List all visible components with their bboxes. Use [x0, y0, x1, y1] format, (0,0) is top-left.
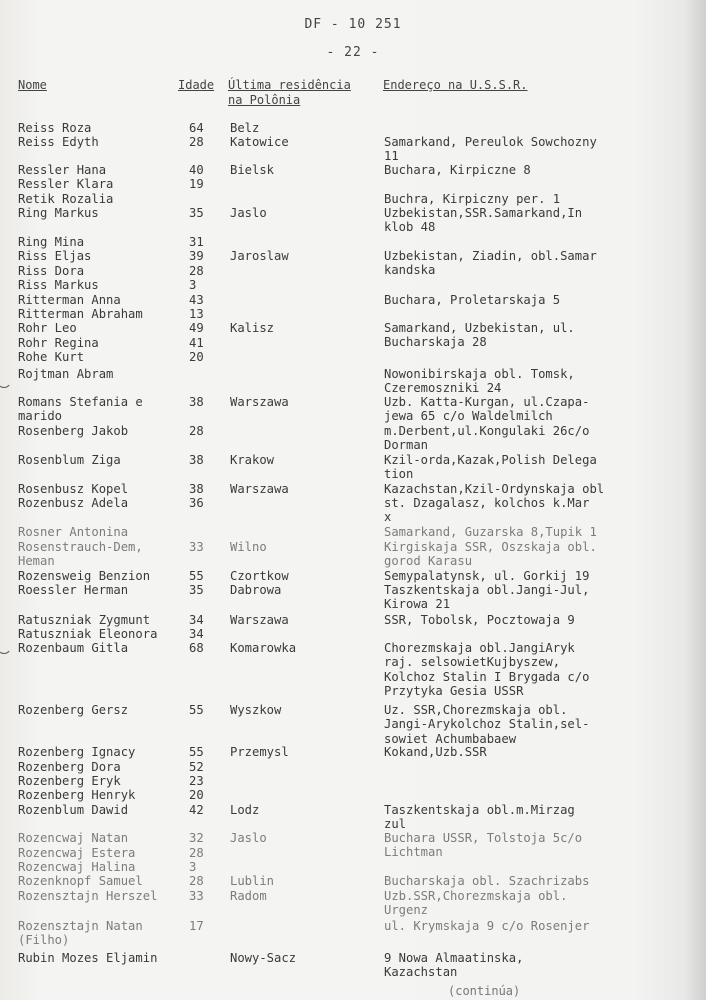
person-name: [18, 482, 183, 496]
ussr-address: [384, 163, 684, 177]
person-age: 33: [189, 540, 204, 554]
person-name-line: Rohr Regina: [18, 336, 99, 350]
person-age: 38: [189, 482, 204, 496]
person-name: [18, 496, 183, 510]
ussr-address-line: Uzbekistan, Ziadin, obl.Samar: [384, 249, 597, 263]
person-age: 55: [189, 703, 204, 717]
ussr-address: [384, 206, 684, 235]
person-name-line: Rozenblum Dawid: [18, 803, 129, 817]
person-name-line: Rozenberg Eryk: [18, 774, 121, 788]
ussr-address-line: klob 48: [384, 220, 436, 235]
person-name: [18, 177, 183, 191]
person-name: [18, 525, 183, 539]
person-name: [18, 395, 183, 424]
person-age: 52: [189, 760, 204, 774]
person-name: [18, 249, 183, 263]
person-name: [18, 874, 183, 888]
last-residence: Krakow: [230, 453, 275, 467]
ussr-address: [384, 525, 684, 539]
last-residence: Warszawa: [230, 482, 289, 496]
person-name: [18, 293, 183, 307]
person-name: [18, 307, 183, 321]
ussr-address: [384, 569, 684, 583]
ussr-address-line: Buchara, Kirpiczne 8: [384, 163, 531, 177]
person-name-line: Rubin Mozes Eljamin: [18, 951, 158, 965]
person-name: [18, 163, 183, 177]
ussr-address-line: Bucharskaja 28: [384, 335, 487, 350]
person-age: 38: [189, 395, 204, 409]
ussr-address: [384, 453, 684, 482]
person-name-line: Rojtman Abram: [18, 367, 114, 381]
person-age: 28: [189, 424, 204, 438]
ussr-address-line: gorod Karasu: [384, 554, 473, 569]
ussr-address: [384, 395, 684, 424]
person-age: 38: [189, 453, 204, 467]
ussr-address: [384, 831, 684, 860]
ussr-address-line: Kazachstan,Kzil-Ordynskaja obl: [384, 482, 605, 496]
ussr-address: [384, 919, 684, 933]
ussr-address-line: Kirowa 21: [384, 597, 451, 612]
person-name: [18, 121, 183, 135]
person-name-line: Riss Dora: [18, 264, 85, 278]
person-name-line: Rosenberg Jakob: [18, 424, 129, 438]
person-age: 35: [189, 583, 204, 597]
person-name-line: Retik Rozalia: [18, 192, 114, 206]
person-name-line: Rosenstrauch-Dem,: [18, 540, 143, 554]
person-name: [18, 278, 183, 292]
person-name: [18, 321, 183, 335]
person-age: 39: [189, 249, 204, 263]
person-name: [18, 192, 183, 206]
person-name: [18, 367, 183, 381]
ussr-address: [384, 613, 684, 627]
ussr-address-line: Bucharskaja obl. Szachrizabs: [384, 874, 590, 888]
ussr-address-line: zul: [384, 817, 407, 832]
document-reference: DF - 10 251: [304, 17, 402, 32]
last-residence: Katowice: [230, 135, 289, 149]
person-name: [18, 774, 183, 788]
column-header-residencia: Última residência: [228, 78, 351, 92]
person-age: 49: [189, 321, 204, 335]
continued-note: (continúa): [448, 984, 521, 998]
person-name-line: Rosenblum Ziga: [18, 453, 121, 467]
person-age: 3: [189, 278, 197, 292]
person-name-line: Rozencwaj Estera: [18, 846, 136, 860]
person-name-line: Ressler Klara: [18, 177, 114, 191]
ussr-address: [384, 641, 684, 699]
person-name-line: Rozensweig Benzion: [18, 569, 151, 583]
person-age: 68: [189, 641, 204, 655]
ussr-address: [384, 540, 684, 569]
person-age: 35: [189, 206, 204, 220]
person-age: 64: [189, 121, 204, 135]
person-age: 20: [189, 788, 204, 802]
ussr-address-line: tion: [384, 467, 414, 482]
person-name-line: (Filho): [18, 933, 70, 948]
person-name: [18, 540, 183, 569]
ussr-address: [384, 293, 684, 307]
person-age: 19: [189, 177, 204, 191]
last-residence: Radom: [230, 889, 267, 903]
person-name-line: Rohr Leo: [18, 321, 77, 335]
person-age: 3: [189, 860, 197, 874]
ussr-address: [384, 482, 684, 496]
column-header-residencia-line2: na Polônia: [228, 93, 301, 107]
person-name-line: Rosner Antonina: [18, 525, 129, 539]
person-age: 31: [189, 235, 204, 249]
ussr-address: [384, 889, 684, 918]
ussr-address-line: Urgenz: [384, 903, 429, 918]
last-residence: Jaslo: [230, 206, 267, 220]
person-name: [18, 703, 183, 717]
ussr-address-line: Uzb.SSR,Chorezmskaja obl.: [384, 889, 568, 903]
person-age: 34: [189, 613, 204, 627]
person-name-line: Roessler Herman: [18, 583, 129, 597]
person-name-line: Ratuszniak Eleonora: [18, 627, 158, 641]
last-residence: Czortkow: [230, 569, 289, 583]
ussr-address-line: Kazachstan: [384, 965, 458, 980]
ussr-address-line: Dorman: [384, 438, 429, 453]
ussr-address-line: Przytyka Gesia USSR: [384, 684, 524, 699]
person-name: [18, 919, 183, 948]
ussr-address-line: Buchara, Proletarskaja 5: [384, 293, 561, 307]
person-name: [18, 831, 183, 845]
person-name-line: Heman: [18, 554, 55, 569]
ussr-address-line: Kolchoz Stalin I Brygada c/o: [384, 669, 590, 684]
person-name-line: Rozenknopf Samuel: [18, 874, 143, 888]
person-name: [18, 889, 183, 903]
ussr-address-line: 9 Nowa Almaatinska,: [384, 951, 524, 965]
ussr-address-line: Kirgiskaja SSR, Oszskaja obl.: [384, 540, 597, 554]
person-name-line: Rozenberg Dora: [18, 760, 121, 774]
ussr-address: [384, 803, 684, 832]
last-residence: Lublin: [230, 874, 275, 888]
ussr-address-line: Uzbekistan,SSR.Samarkand,In: [384, 206, 583, 220]
person-name: [18, 788, 183, 802]
last-residence: Wilno: [230, 540, 267, 554]
last-residence: Kalisz: [230, 321, 275, 335]
ussr-address: [384, 192, 684, 206]
ussr-address: [384, 874, 684, 888]
ussr-address-line: ul. Krymskaja 9 c/o Rosenjer: [384, 919, 590, 933]
last-residence: Warszawa: [230, 395, 289, 409]
ussr-address: [384, 583, 684, 612]
person-name-line: Ritterman Abraham: [18, 307, 143, 321]
person-name: [18, 569, 183, 583]
ussr-address-line: Semypalatynsk, ul. Gorkij 19: [384, 569, 590, 583]
person-age: 55: [189, 745, 204, 759]
person-name: [18, 627, 183, 641]
person-age: 23: [189, 774, 204, 788]
ussr-address-line: Buchara USSR, Tolstoja 5c/o: [384, 831, 583, 845]
person-age: 28: [189, 264, 204, 278]
ussr-address-line: Taszkentskaja obl.Jangi-Jul,: [384, 583, 590, 597]
ussr-address-line: kandska: [384, 263, 436, 278]
person-name-line: Rozenberg Gersz: [18, 703, 129, 717]
person-name: [18, 745, 183, 759]
person-age: 28: [189, 874, 204, 888]
ussr-address-line: Kzil-orda,Kazak,Polish Delega: [384, 453, 597, 467]
last-residence: Jaroslaw: [230, 249, 289, 263]
ussr-address: [384, 367, 684, 396]
person-age: 40: [189, 163, 204, 177]
last-residence: Nowy-Sacz: [230, 951, 297, 965]
person-name: [18, 235, 183, 249]
column-header-endereco: Endereço na U.S.S.R.: [383, 78, 528, 92]
person-name-line: Rozencwaj Natan: [18, 831, 129, 845]
person-age: 34: [189, 627, 204, 641]
ussr-address-line: Taszkentskaja obl.m.Mirzag: [384, 803, 575, 817]
ussr-address-line: Lichtman: [384, 845, 443, 860]
last-residence: Przemysl: [230, 745, 289, 759]
ussr-address-line: Buchra, Kirpiczny per. 1: [384, 192, 561, 206]
person-age: 55: [189, 569, 204, 583]
ussr-address-line: Jangi-Arykolchoz Stalin,sel-: [384, 717, 590, 732]
person-name: [18, 583, 183, 597]
ussr-address: [384, 321, 684, 350]
person-age: 36: [189, 496, 204, 510]
ussr-address: [384, 424, 684, 453]
ussr-address-line: Nowonibirskaja obl. Tomsk,: [384, 367, 575, 381]
ussr-address: [384, 135, 684, 164]
ussr-address: [384, 703, 684, 746]
ussr-address-line: st. Dzagalasz, kolchos k.Mar: [384, 496, 590, 510]
ussr-address-line: sowiet Achumbabaew: [384, 731, 517, 746]
person-name-line: marido: [18, 409, 63, 424]
person-name-line: Riss Markus: [18, 278, 99, 292]
person-name-line: Rohe Kurt: [18, 350, 85, 364]
person-age: 33: [189, 889, 204, 903]
person-name: [18, 846, 183, 860]
page-number: - 22 -: [326, 45, 380, 60]
ussr-address-line: 11: [384, 149, 399, 164]
person-name-line: Riss Eljas: [18, 249, 92, 263]
person-name: [18, 424, 183, 438]
last-residence: Warszawa: [230, 613, 289, 627]
person-age: 28: [189, 135, 204, 149]
person-age: 13: [189, 307, 204, 321]
ussr-address-line: Czeremoszniki 24: [384, 381, 502, 396]
person-name: [18, 206, 183, 220]
person-age: 41: [189, 336, 204, 350]
person-name-line: Rozensztajn Herszel: [18, 889, 158, 903]
person-name-line: Ritterman Anna: [18, 293, 121, 307]
person-name: [18, 760, 183, 774]
person-name-line: Ring Markus: [18, 206, 99, 220]
ussr-address-line: Samarkand, Guzarska 8,Tupik 1: [384, 525, 597, 539]
person-name-line: Reiss Edyth: [18, 135, 99, 149]
person-name-line: Rozensztajn Natan: [18, 919, 143, 933]
ussr-address-line: Kokand,Uzb.SSR: [384, 745, 487, 759]
person-name-line: Rozenbusz Adela: [18, 496, 129, 510]
ussr-address-line: m.Derbent,ul.Kongulaki 26c/o: [384, 424, 590, 438]
person-name: [18, 951, 183, 965]
person-name-line: Rozencwaj Halina: [18, 860, 136, 874]
ussr-address: [384, 951, 684, 980]
last-residence: Dabrowa: [230, 583, 282, 597]
person-name: [18, 336, 183, 350]
last-residence: Komarowka: [230, 641, 297, 655]
person-name-line: Romans Stefania e: [18, 395, 143, 409]
last-residence: Wyszkow: [230, 703, 282, 717]
ussr-address-line: SSR, Tobolsk, Pocztowaja 9: [384, 613, 575, 627]
last-residence: Lodz: [230, 803, 260, 817]
person-age: 42: [189, 803, 204, 817]
person-name-line: Ratuszniak Zygmunt: [18, 613, 151, 627]
ussr-address: [384, 496, 684, 525]
person-name: [18, 135, 183, 149]
ussr-address-line: raj. selsowietKujbyszew,: [384, 655, 561, 670]
person-age: 43: [189, 293, 204, 307]
person-name-line: Ressler Hana: [18, 163, 107, 177]
column-header-idade: Idade: [178, 78, 215, 92]
person-name: [18, 264, 183, 278]
column-header-nome: Nome: [18, 78, 47, 92]
ussr-address-line: Uzb. Katta-Kurgan, ul.Czapa-: [384, 395, 590, 409]
person-name: [18, 350, 183, 364]
person-name: [18, 860, 183, 874]
person-age: 20: [189, 350, 204, 364]
person-age: 28: [189, 846, 204, 860]
person-name-line: Rozenberg Henryk: [18, 788, 136, 802]
last-residence: Jaslo: [230, 831, 267, 845]
person-name-line: Ring Mina: [18, 235, 85, 249]
ussr-address-line: Uz. SSR,Chorezmskaja obl.: [384, 703, 568, 717]
last-residence: Belz: [230, 121, 260, 135]
ussr-address-line: Samarkand, Pereulok Sowchozny: [384, 135, 597, 149]
ussr-address: [384, 745, 684, 759]
person-name: [18, 453, 183, 467]
person-name-line: Rozenberg Ignacy: [18, 745, 136, 759]
person-name: [18, 641, 183, 655]
person-age: 32: [189, 831, 204, 845]
ussr-address-line: Chorezmskaja obl.JangiAryk: [384, 641, 575, 655]
person-name-line: Rosenbusz Kopel: [18, 482, 129, 496]
ussr-address-line: jewa 65 c/o Waldelmilch: [384, 409, 553, 424]
person-name-line: Rozenbaum Gitla: [18, 641, 129, 655]
person-age: 17: [189, 919, 204, 933]
person-name: [18, 803, 183, 817]
last-residence: Bielsk: [230, 163, 275, 177]
ussr-address-line: x: [384, 510, 392, 525]
ussr-address: [384, 249, 684, 278]
person-name: [18, 613, 183, 627]
ussr-address-line: Samarkand, Uzbekistan, ul.: [384, 321, 575, 335]
person-name-line: Reiss Roza: [18, 121, 92, 135]
